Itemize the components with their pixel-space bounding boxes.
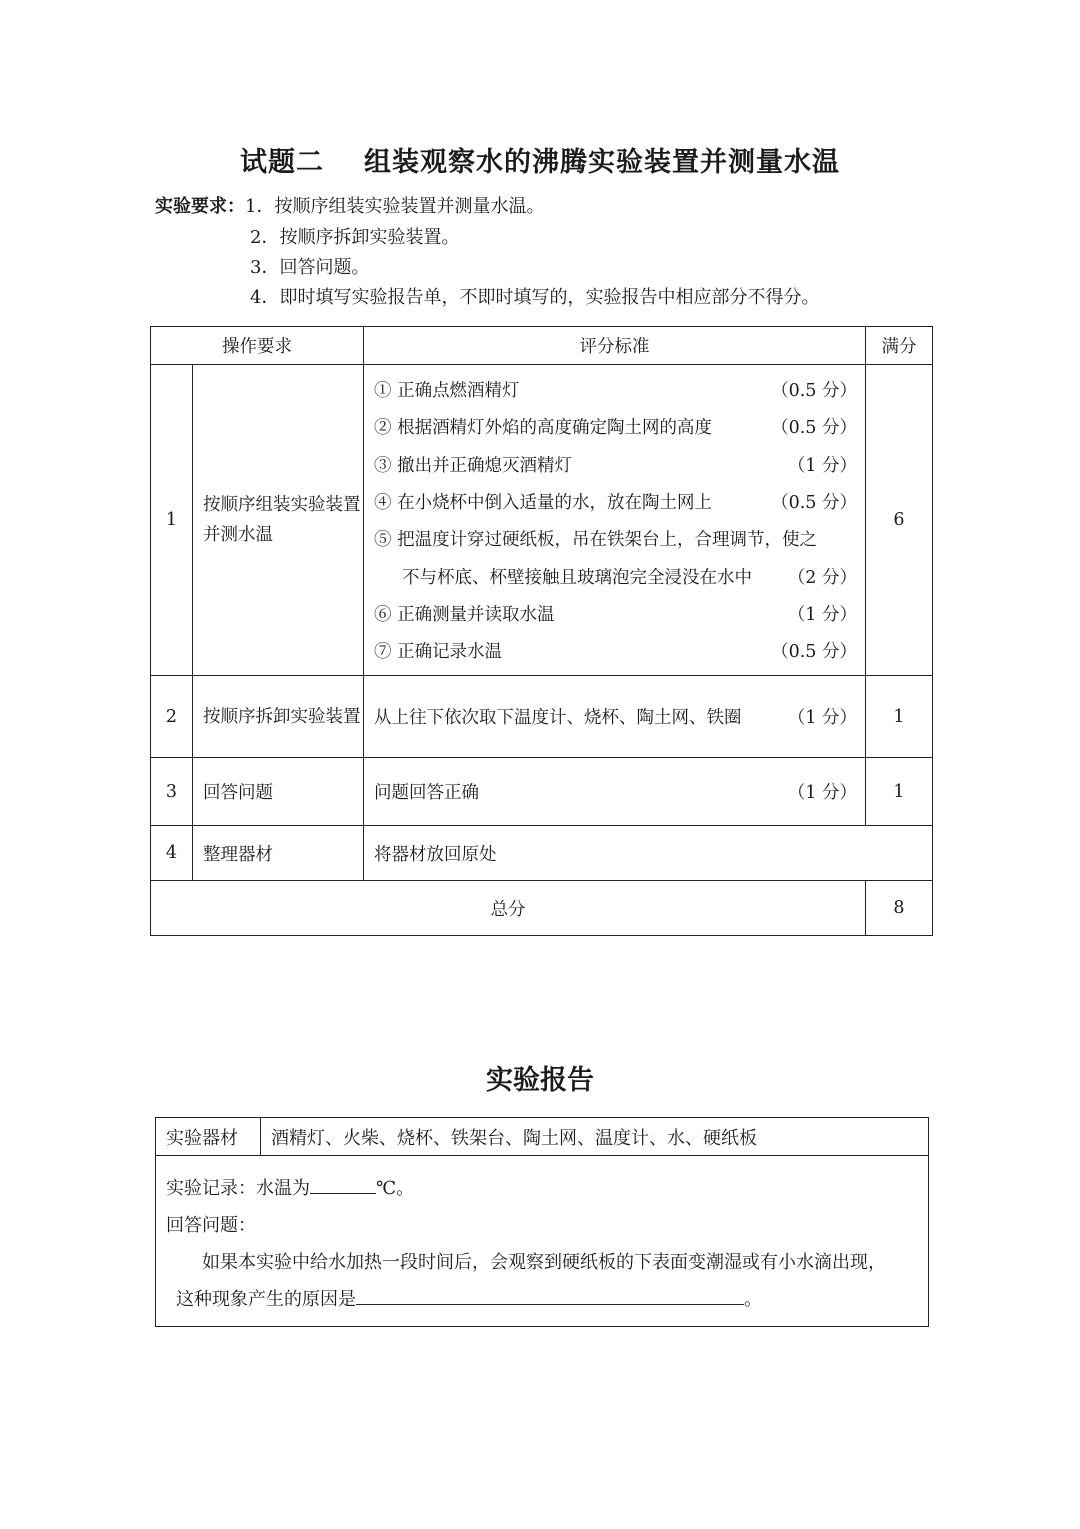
page-title: [0, 140, 1080, 179]
criterion-line: ⑥ 正确测量并读取水温 （1 分）: [374, 604, 857, 625]
scoring-table: [150, 326, 933, 936]
temperature-blank[interactable]: [310, 1173, 376, 1194]
requirements-line-1: [155, 192, 544, 218]
equipment-label: 实验器材: [156, 1118, 261, 1155]
report-box: [155, 1117, 929, 1327]
report-title: 实验报告: [486, 1065, 594, 1096]
record-line: 实验记录：水温为 ℃。: [166, 1170, 918, 1207]
equipment-list: 酒精灯、火柴、烧杯、铁架台、陶土网、温度计、水、硬纸板: [271, 1127, 757, 1149]
row-criteria: 将器材放回原处: [364, 826, 933, 881]
header-op: 操作要求: [151, 327, 364, 365]
criterion-line: ② 根据酒精灯外焰的高度确定陶土网的高度 （0.5 分）: [374, 418, 857, 439]
criterion-line: ① 正确点燃酒精灯 （0.5 分）: [374, 381, 857, 402]
row-full-score: 6: [866, 365, 933, 676]
row-number: 2: [151, 676, 193, 758]
criterion-line: 不与杯底、杯壁接触且玻璃泡完全浸没在水中 （2 分）: [402, 567, 857, 588]
header-full: 满分: [866, 327, 933, 365]
requirement-item: 1．按顺序组装实验装置并测量水温。: [245, 196, 545, 217]
question-label: 回答问题：: [166, 1215, 256, 1236]
title-text: 组装观察水的沸腾实验装置并测量水温: [364, 147, 840, 178]
requirement-item: 2．按顺序拆卸实验装置。: [250, 227, 460, 248]
row-operation: 回答问题: [193, 758, 364, 826]
answer-blank[interactable]: [356, 1284, 744, 1305]
requirements-label: 实验要求：: [155, 196, 245, 217]
report-body: [156, 1156, 928, 1318]
answer-line: 这种现象产生的原因是 。: [166, 1281, 918, 1318]
row-full-score: 1: [866, 676, 933, 758]
row-number: 1: [151, 365, 193, 676]
table-row: [151, 676, 933, 758]
total-label: 总分: [151, 881, 866, 936]
row-criteria: [364, 365, 866, 676]
row-number: 4: [151, 826, 193, 881]
row-operation: 按顺序拆卸实验装置: [193, 676, 364, 758]
total-row: [151, 881, 933, 936]
row-number: 3: [151, 758, 193, 826]
row-criteria: 问题回答正确 （1 分）: [364, 758, 866, 826]
table-row: [151, 826, 933, 881]
criterion-line: ③ 撤出并正确熄灭酒精灯 （1 分）: [374, 455, 857, 476]
criterion-line: ⑤ 把温度计穿过硬纸板，吊在铁架台上，合理调节，使之: [374, 530, 818, 551]
requirement-item: 3．回答问题。: [250, 257, 370, 278]
table-row: [151, 365, 933, 676]
table-row: [151, 758, 933, 826]
header-criteria: 评分标准: [364, 327, 866, 365]
total-value: 8: [866, 881, 933, 936]
title-number: 试题二: [240, 147, 324, 178]
table-header-row: [151, 327, 933, 365]
row-operation: 按顺序组装实验装置并测水温: [193, 365, 364, 676]
row-criteria: 从上往下依次取下温度计、烧杯、陶土网、铁圈 （1 分）: [364, 676, 866, 758]
row-operation: 整理器材: [193, 826, 364, 881]
question-text: 如果本实验中给水加热一段时间后，会观察到硬纸板的下表面变潮湿或有小水滴出现，: [202, 1252, 886, 1273]
requirement-item: 4．即时填写实验报告单，不即时填写的，实验报告中相应部分不得分。: [250, 287, 820, 308]
row-full-score: 1: [866, 758, 933, 826]
equipment-row: [156, 1118, 928, 1156]
criterion-line: ⑦ 正确记录水温 （0.5 分）: [374, 642, 857, 663]
criterion-line: ④ 在小烧杯中倒入适量的水，放在陶土网上 （0.5 分）: [374, 493, 857, 514]
